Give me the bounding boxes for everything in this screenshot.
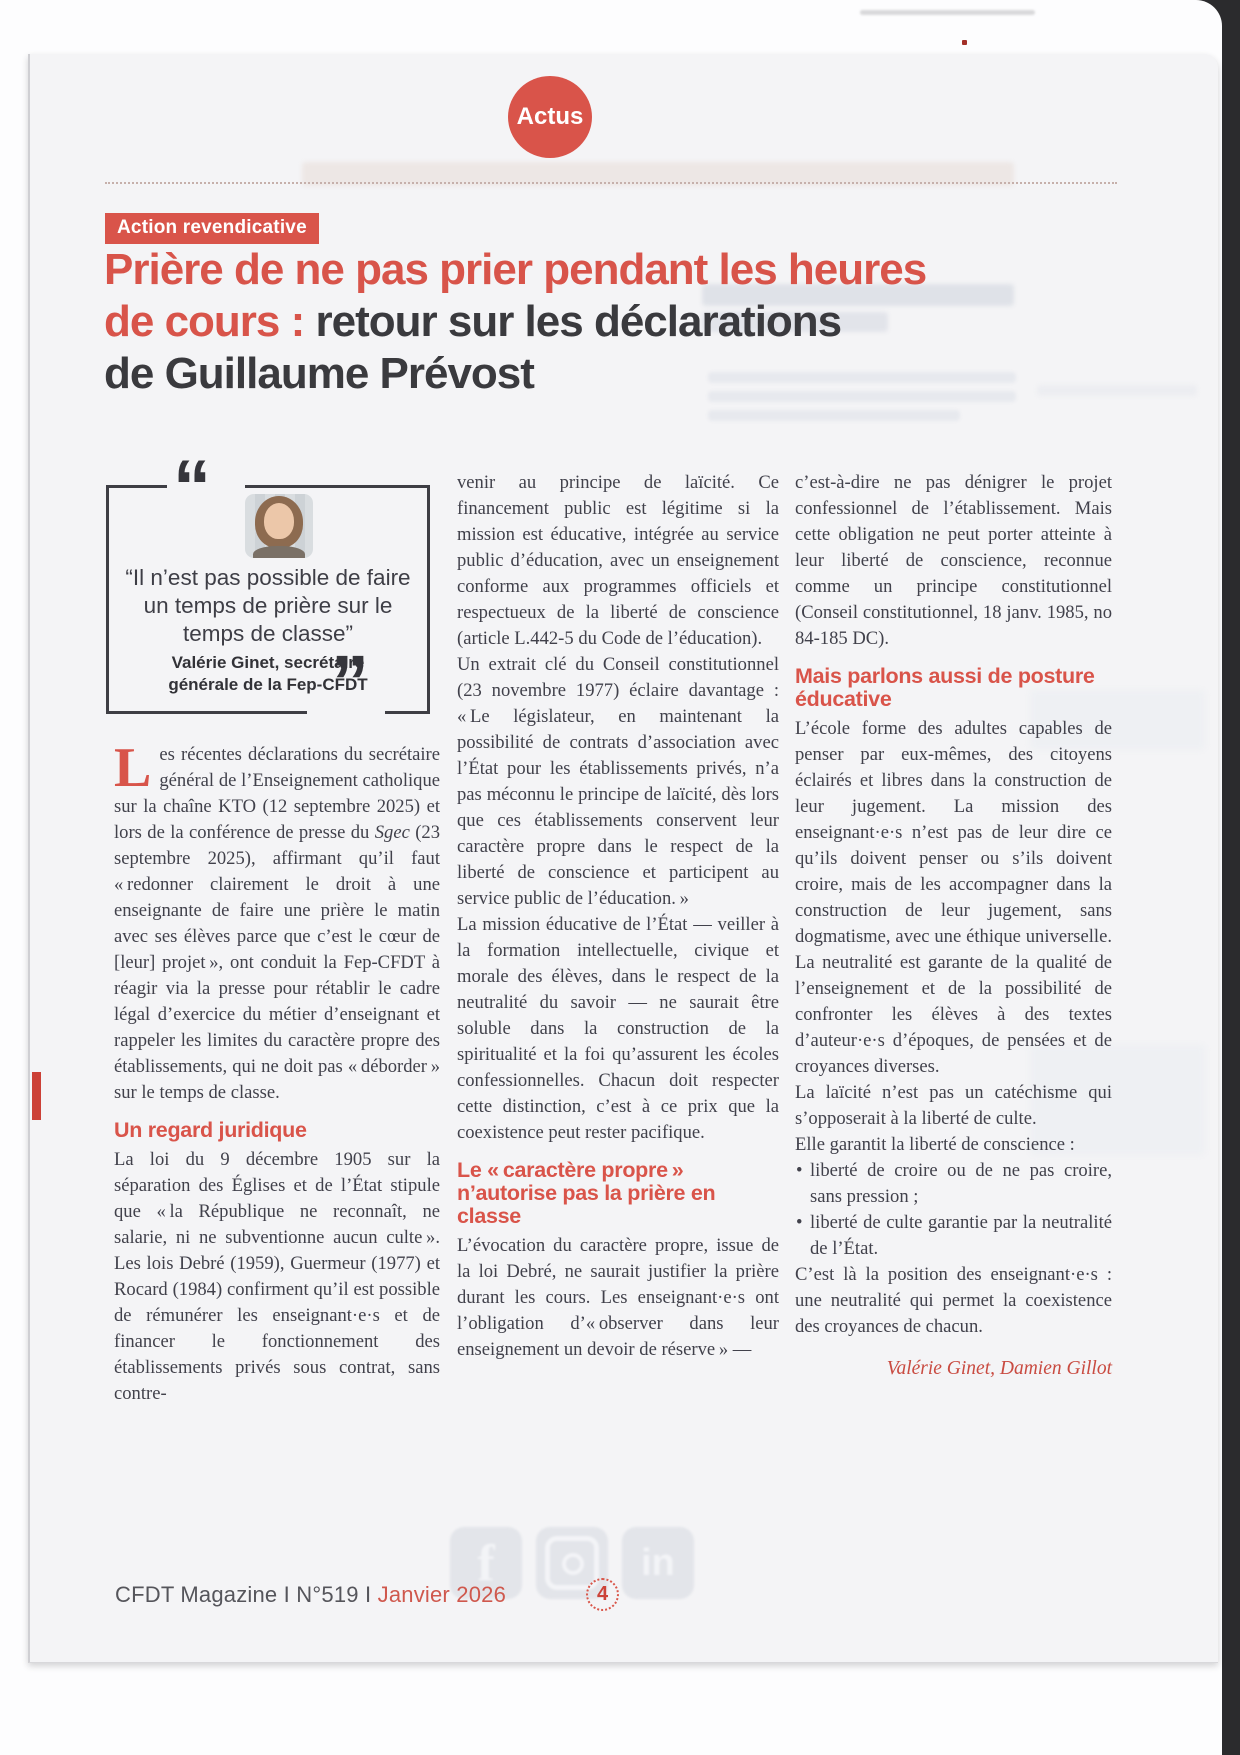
paragraph-text: es récentes déclarations du secrétaire général de l’Enseignement catholique sur la chaîne KTO (12 septembre 2025) et lors de la conférence de presse du bbox=[114, 744, 440, 843]
bullet-text: liberté de croire ou de ne pas croire, sans pression ; bbox=[810, 1160, 1112, 1207]
bullet-list bbox=[795, 1158, 1112, 1262]
bullet-item bbox=[795, 1158, 1112, 1210]
page-number-badge: 4 bbox=[586, 1578, 619, 1611]
bullet-text: liberté de culte garantie par la neutralité de l’État. bbox=[810, 1212, 1112, 1259]
paragraph: La laïcité n’est pas un catéchisme qui s’opposerait à la liberté de culte. bbox=[795, 1082, 1112, 1129]
article-title bbox=[104, 244, 1104, 400]
bleedthrough-text-line bbox=[708, 410, 960, 421]
close-quote-icon: ” bbox=[331, 640, 369, 725]
paragraph: L’école forme des adultes capables de penser par eux-mêmes, des citoyens éclairés et libres dans la construction de leur jugement. La mission des enseignant·e·s n’est pas de leur dire ce qu’ils doivent penser ou s’ils doivent croire, mais de les accompagner dans la construction de leur jugement, sans dogmatisme, avec une éthique universelle. La neutralité est garante de la qualité de l’enseignement et de la possibilité de confronter les élèves à des textes d’auteur·e·s d’époques, de pensées et de croyances diverses. bbox=[795, 718, 1112, 1077]
paragraph: L’évocation du caractère propre, issue de la loi Debré, ne saurait justifier la prière durant les cours. Les enseignant·e·s ont l’obligation d’« observer dans leur enseignement un devoir de réserve » — bbox=[457, 1235, 779, 1360]
paragraph bbox=[114, 737, 441, 1106]
facebook-icon: f bbox=[450, 1527, 522, 1599]
paragraph: La mission éducative de l’État — veiller à la formation intellectuelle, civique et morale des élèves, dans le respect de la neutralité du savoir — ne saurait être soluble dans la construction de la spiritualité et la foi qu’assurent les écoles confessionnelles. Chacun doit respecter cette distinction, c’est à ce prix que la coexistence peut rester pacifique. bbox=[457, 914, 779, 1143]
subheading: Mais parlons aussi de posture éducative bbox=[795, 664, 1095, 711]
bullet-marker: • bbox=[796, 1212, 803, 1233]
title-red-part: de cours : bbox=[104, 297, 305, 346]
title-dark-part: de Guillaume Prévost bbox=[104, 349, 534, 398]
header-divider bbox=[105, 182, 1117, 184]
subheading: Un regard juridique bbox=[114, 1118, 307, 1142]
open-quote-icon: “ bbox=[173, 445, 211, 530]
bullet-marker: • bbox=[796, 1160, 803, 1181]
section-badge: Actus bbox=[508, 76, 592, 158]
scanner-dark-edge bbox=[1222, 0, 1240, 1755]
title-dark-part: retour sur les déclarations bbox=[304, 297, 842, 346]
page-edge-red-mark bbox=[32, 1072, 41, 1120]
pull-quote-attribution bbox=[109, 652, 427, 696]
pull-quote-box bbox=[106, 445, 430, 725]
article-column-3 bbox=[795, 470, 1112, 1382]
paragraph: venir au principe de laïcité. Ce financement public est légitime si la mission est éducative, intégrée au service public d’éducation, avec un enseignement conforme aux programmes officiels et respectueux de la liberté de conscience (article L.442-5 du Code de l’éducation). bbox=[457, 472, 779, 649]
article-column-1 bbox=[114, 737, 441, 1407]
paragraph-text: (23 septembre 2025), affirmant qu’il faut « redonner clairement le droit à une enseignante de faire une prière le matin avec ses élèves parce que c’est le cœur de [leur] projet », ont conduit la Fep-CFDT à réagir via la presse pour rétablir le cadre légal d’exercice du métier d’enseignant et rappeler les limites du caractère propre des établissements, qui ne doit pas « déborder » sur le temps de classe. bbox=[114, 822, 441, 1103]
footer-magazine-name: CFDT Magazine I N°519 I bbox=[115, 1582, 378, 1607]
portrait-face-shape bbox=[264, 503, 294, 539]
paragraph: Elle garantit la liberté de conscience : bbox=[795, 1134, 1075, 1155]
paragraph: La loi du 9 décembre 1905 sur la séparation des Églises et de l’État stipule que « la République ne reconnaît, ne salarie, ni ne subventionne aucun culte ». Les lois Debré (1959), Guermeur (1977) et Rocard (1984) confirment qu’il est possible de rémunérer les enseignant·e·s et de financer le fonctionnement des établissements privés sous contrat, sans contre- bbox=[114, 1149, 440, 1404]
article-column-2 bbox=[457, 470, 779, 1363]
footer-issue-date: Janvier 2026 bbox=[377, 1582, 506, 1607]
camera-lens-shape bbox=[562, 1553, 584, 1575]
linkedin-icon: in bbox=[622, 1527, 694, 1599]
paragraph-text-italic: Sgec bbox=[374, 822, 410, 843]
scanner-corner bbox=[1190, 0, 1230, 40]
scan-red-dot bbox=[962, 40, 967, 45]
portrait-photo bbox=[245, 494, 313, 558]
magazine-page bbox=[28, 54, 1218, 1663]
drop-cap: L bbox=[114, 737, 152, 799]
paragraph: C’est là la position des enseignant·e·s : une neutralité qui permet la coexistence des croyances de chacun. bbox=[795, 1264, 1112, 1337]
attribution-line: générale de la Fep-CFDT bbox=[168, 675, 368, 694]
footer-magazine-info bbox=[115, 1582, 506, 1608]
pull-quote-text: “Il n’est pas possible de faire un temps de prière sur le temps de classe” bbox=[125, 565, 411, 646]
paragraph: Un extrait clé du Conseil constitutionnel (23 novembre 1977) éclaire davantage : « Le législateur, en maintenant la possibilité de contrats d’association avec l’État pour les établissements privés, n’a pas méconnu le principe de laïcité, dès lors que ces établissements conservent leur caractère propre dans le respect de la liberté de conscience et participent au service public de l’éducation. » bbox=[457, 654, 779, 909]
article-byline: Valérie Ginet, Damien Gillot bbox=[886, 1358, 1112, 1379]
paragraph: c’est-à-dire ne pas dénigrer le projet confessionnel de l’établissement. Mais cette obligation ne peut porter atteinte à leur liberté de conscience, reconnue comme un principe constitutionnel (Conseil constitutionnel, 18 janv. 1985, no 84-185 DC). bbox=[795, 472, 1112, 649]
title-red-part: Prière de ne pas prier pendant les heures bbox=[104, 245, 927, 294]
subheading: Le « caractère propre » n’autorise pas la prière en classe bbox=[457, 1158, 716, 1228]
attribution-line: Valérie Ginet, secrétaire bbox=[171, 653, 365, 672]
portrait-torso-shape bbox=[253, 546, 305, 558]
bullet-item bbox=[795, 1210, 1112, 1262]
scan-artifact-mark bbox=[860, 10, 1035, 15]
article-kicker: Action revendicative bbox=[105, 213, 319, 244]
